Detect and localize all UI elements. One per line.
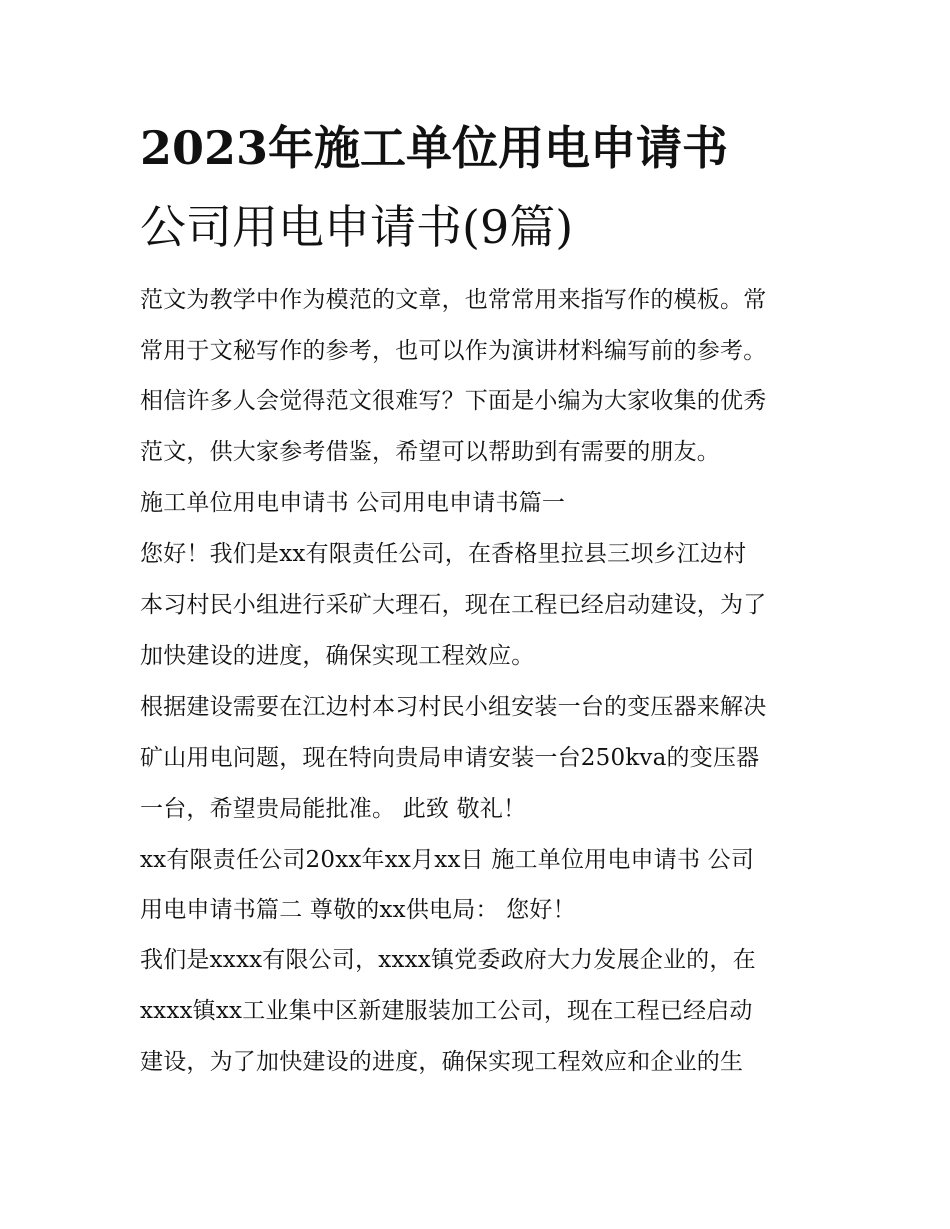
paragraph-line: 建设，为了加快建设的进度，确保实现工程效应和企业的生 xyxy=(140,1049,744,1075)
paragraph-line: 本习村民小组进行采矿大理石，现在工程已经启动建设，为了 xyxy=(140,592,767,618)
section-heading-line: 施工单位用电申请书 公司用电申请书篇一 xyxy=(140,490,566,516)
paragraph-line: 相信许多人会觉得范文很难写？下面是小编为大家收集的优秀 xyxy=(140,388,767,414)
paragraph-line: 范文，供大家参考借鉴，希望可以帮助到有需要的朋友。 xyxy=(140,439,720,465)
paragraph-line: 您好！我们是xx有限责任公司，在香格里拉县三坝乡江边村 xyxy=(140,541,747,567)
document-title-line-2: 公司用电申请书(9篇) xyxy=(140,200,574,254)
paragraph-line: 用电申请书篇二 尊敬的xx供电局： 您好！ xyxy=(140,897,576,923)
document-title-line-1: 2023年施工单位用电申请书 xyxy=(140,121,729,175)
paragraph-line: 我们是xxxx有限公司，xxxx镇党委政府大力发展企业的，在 xyxy=(140,947,756,973)
paragraph-line: 常用于文秘写作的参考，也可以作为演讲材料编写前的参考。 xyxy=(140,338,767,364)
paragraph-line: 一台，希望贵局能批准。 此致 敬礼！ xyxy=(140,796,527,822)
paragraph-line: 范文为教学中作为模范的文章，也常常用来指写作的模板。常 xyxy=(140,287,767,313)
paragraph-line: xxxx镇xx工业集中区新建服装加工公司，现在工程已经启动 xyxy=(140,998,753,1024)
paragraph-line: xx有限责任公司20xx年xx月xx日 施工单位用电申请书 公司 xyxy=(140,847,755,873)
paragraph-line: 加快建设的进度，确保实现工程效应。 xyxy=(140,643,535,669)
paragraph-line: 矿山用电问题，现在特向贵局申请安装一台250kva的变压器 xyxy=(140,745,760,771)
paragraph-line: 根据建设需要在江边村本习村民小组安装一台的变压器来解决 xyxy=(140,694,767,720)
